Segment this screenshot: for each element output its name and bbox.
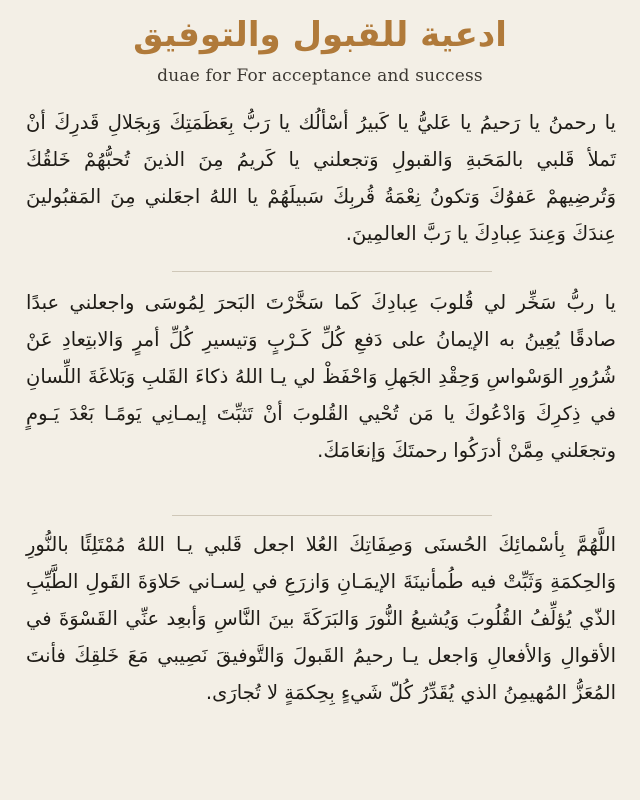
dua-paragraph-2: يا ربُّ سَخِّر لي قُلوبَ عِبادِكَ كَما سَخَّرْتَ البَحرَ لِمُوسَى واجعلني عبدًا صادقًا يُعِينُ به الإيمانُ على دَفعِ كُلِّ كَـرْبٍ وَتيسيرِ كُلِّ أمرٍ وَالابتِعادِ عَنْ شُرُورِ الوَسْواسِ وَحِقْدِ الجَهلِ وَاحْفَظْ لي يـا اللهُ ذكاءَ القَلبِ وَبَلاغَةَ اللِّسانِ في ذِكرِكَ وَادْعُوكَ يا مَن تُحْيي القُلوبَ أنْ تَثبِّتَ إيمـانِي يَومًـا بَعْدَ يَـومٍ وتجعَلني مِمَّنْ أدرَكُوا رحمتَكَ وَإنعَامَكَ. [26,291,616,462]
section-divider [172,271,492,272]
page-subtitle: duae for For acceptance and success [157,66,483,86]
section-divider [172,515,492,516]
dua-paragraph-3: اللَّهُمَّ بِأسْمائِكَ الحُسنَى وَصِفَاتِكَ العُلا اجعل قَلبي يـا اللهُ مُمْتَلِئًا بالنُّورِ وَالحِكمَةِ وَثَبِّتْ فيه طُمأنينَةَ الإيمَـانِ وَازرَعِ في لِسـاني حَلاوَةَ القَولِ الطَّيِّبِ الذّي يُؤلِّفُ القُلُوبَ وَيُشيعُ النُّورَ وَالبَرَكَةَ بينَ النَّاسِ وَأبعِد عنِّي القَسْوَةَ في الأقوالِ وَالأفعالِ وَاجعل يـا رحيمُ القَبولَ وَالتَّوفيقَ نَصِيبي مَعَ خَلقِكَ فأنتَ المُعَزُّ المُهيمِنُ الذي يُقَدِّرُ كُلّ شَيءٍ بِحِكمَةٍ لا تُجارَى. [26,533,616,704]
page-title: ادعية للقبول والتوفيق [133,15,507,55]
dua-paragraph-1: يا رحمنُ يا رَحيمُ يا عَليُّ يا كَبيرُ أسْألُك يا رَبُّ بِعَظَمَتِكَ وَبِجَلالِ قَدرِكَ أنْ تَملأ قَلبي بالمَحَبةِ وَالقبولِ وَتجعلني يا كَريمُ مِنَ الذينَ تُحبُّهُمْ خَلقُكَ وَتُرضِيهمْ عَفوُكَ وَتكونُ نِعْمَةُ قُربِكَ سَبيلَهُمْ يا اللهُ اجعَلني مِنَ المَقبُولينَ عِندَكَ وَعِندَ عِبادِكَ يا رَبَّ العالمِينَ. [26,111,616,245]
